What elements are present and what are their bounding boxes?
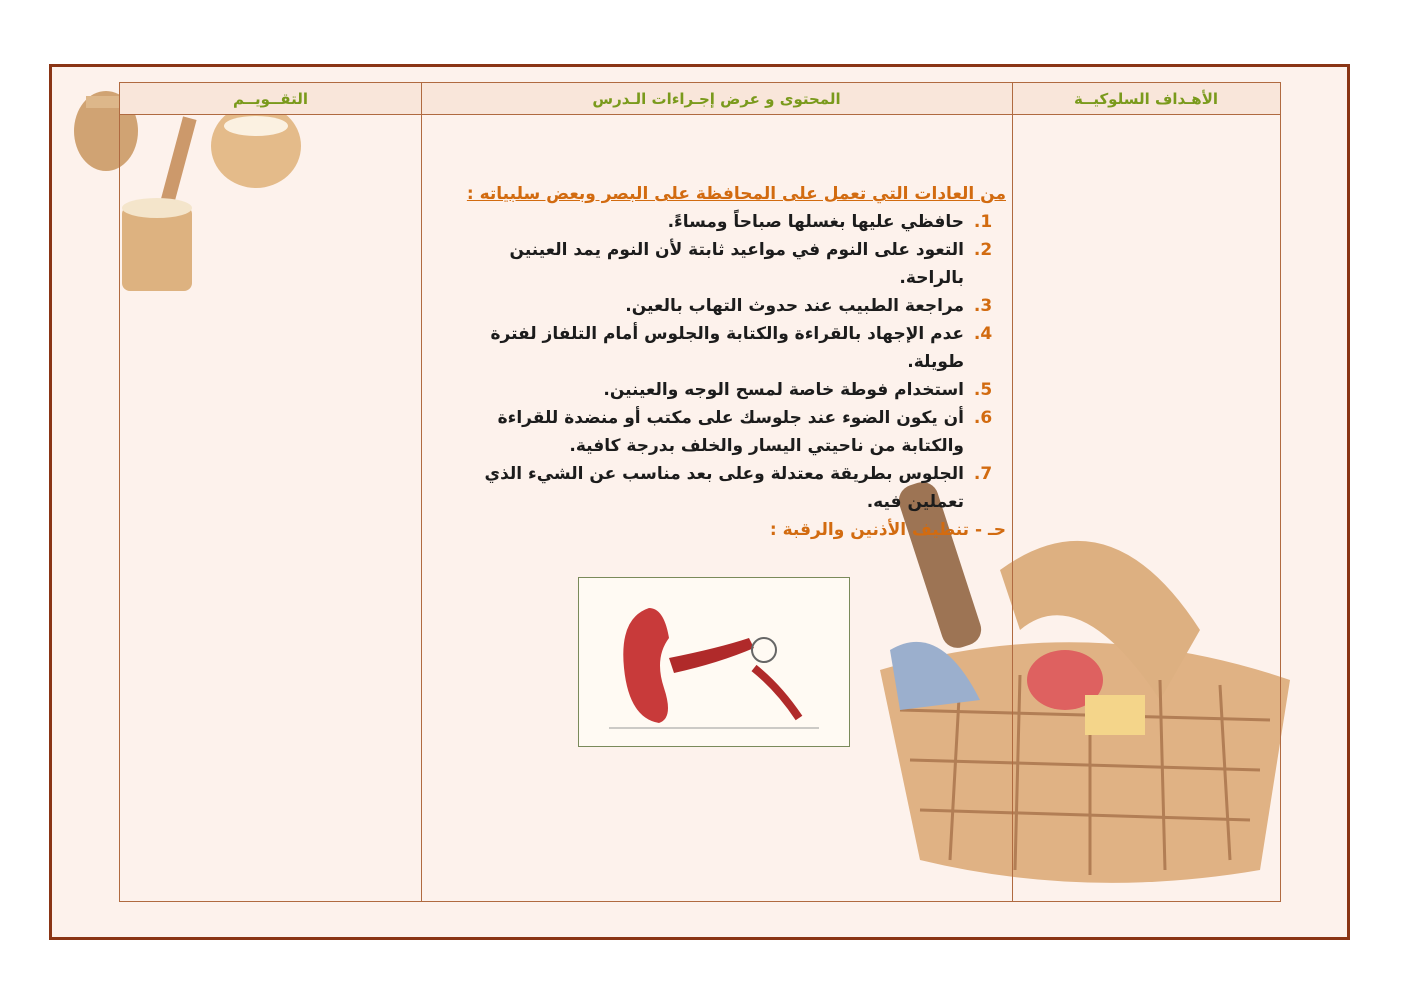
list-item: 4. عدم الإجهاد بالقراءة والكتابة والجلوس أمام التلفاز لفترة طويلة. bbox=[440, 320, 968, 376]
habits-list bbox=[440, 208, 1006, 516]
list-item: 6. أن يكون الضوء عند جلوسك على مكتب أو منضدة للقراءة والكتابة من ناحيتي اليسار والخلف بدرجة كافية. bbox=[440, 404, 968, 460]
section-heading: من العادات التي تعمل على المحافظة على البصر وبعض سلبياته : bbox=[466, 184, 1006, 204]
list-item: 5. استخدام فوطة خاصة لمسح الوجه والعينين. bbox=[440, 376, 968, 404]
column-divider bbox=[1012, 83, 1013, 901]
list-item: 7. الجلوس بطريقة معتدلة وعلى بعد مناسب عن الشيء الذي تعملين فيه. bbox=[440, 460, 968, 516]
header-objectives: الأهـداف السلوكيــة bbox=[1012, 83, 1280, 115]
sub-heading: حـ - تنظيف الأذنين والرقبة : bbox=[769, 520, 1006, 540]
header-evaluation: التقــويــم bbox=[120, 83, 421, 115]
lesson-content bbox=[440, 180, 1006, 544]
column-divider bbox=[421, 83, 422, 901]
list-item: 1. حافظي عليها بغسلها صباحاً ومساءً. bbox=[440, 208, 968, 236]
list-item: 3. مراجعة الطبيب عند حدوث التهاب بالعين. bbox=[440, 292, 968, 320]
list-item: 2. التعود على النوم في مواعيد ثابتة لأن النوم يمد العينين بالراحة. bbox=[440, 236, 968, 292]
header-content: المحتوى و عرض إجـراءات الـدرس bbox=[421, 83, 1012, 115]
ear-anatomy-diagram bbox=[578, 577, 850, 747]
